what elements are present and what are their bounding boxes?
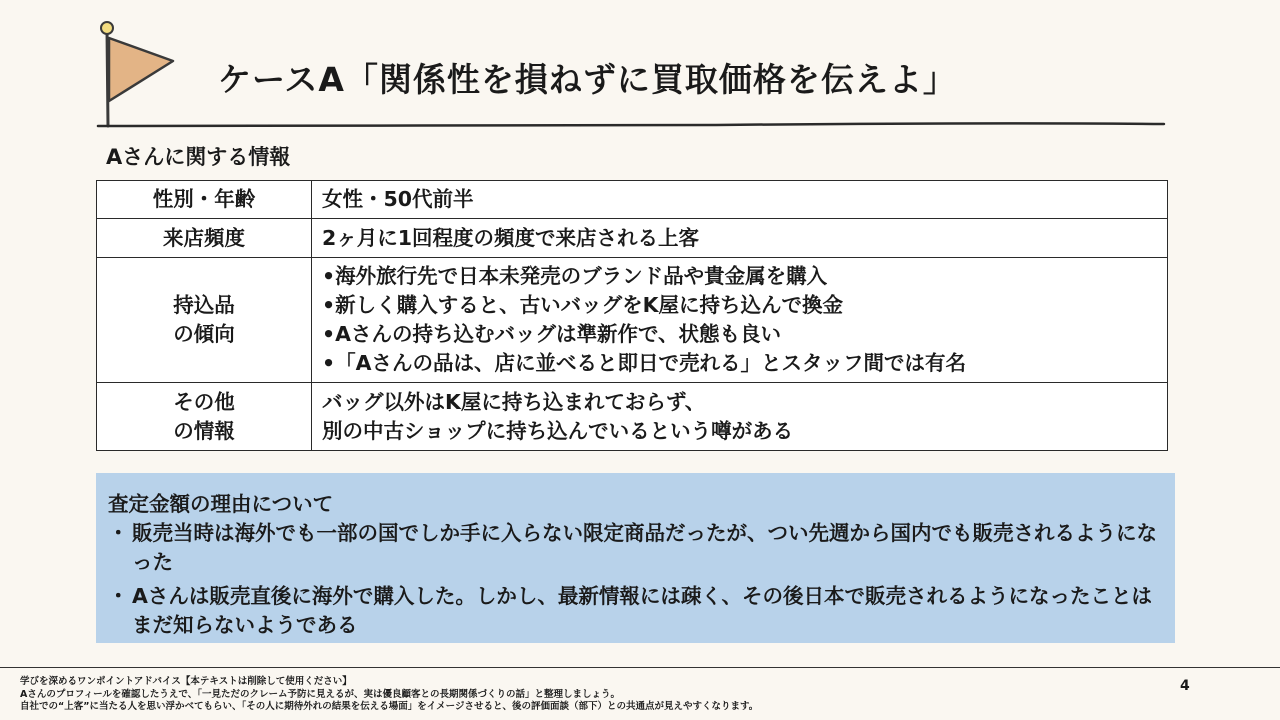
row-value xyxy=(312,181,1168,219)
reason-box xyxy=(96,473,1175,643)
row-value-line: •海外旅行先で日本未発売のブランド品や貴金属を購入 xyxy=(322,264,828,288)
note-line: 学びを深めるワンポイントアドバイス【本テキストは削除して使用ください】 xyxy=(20,676,352,687)
reason-list xyxy=(108,519,1168,645)
row-value-line: 2ヶ月に1回程度の頻度で来店される上客 xyxy=(322,225,700,250)
title-underline xyxy=(96,118,1168,132)
table-row xyxy=(97,258,1168,383)
row-label xyxy=(97,383,312,451)
row-label-line: その他 xyxy=(173,389,235,414)
row-label xyxy=(97,219,312,258)
table-row xyxy=(97,219,1168,258)
row-label-line: 来店頻度 xyxy=(163,225,245,250)
row-value-line: 別の中古ショップに持ち込んでいるという噂がある xyxy=(322,418,794,443)
info-heading: Aさんに関する情報 xyxy=(106,145,291,169)
row-label xyxy=(97,258,312,383)
bullet-icon: ・ xyxy=(108,584,129,608)
row-label-line: 性別・年齢 xyxy=(152,187,256,211)
speaker-note xyxy=(20,676,758,714)
row-value-line: •新しく購入すると、古いバッグをK屋に持ち込んで換金 xyxy=(322,293,843,317)
table-row xyxy=(97,181,1168,219)
row-label-line: の傾向 xyxy=(173,322,235,346)
row-value xyxy=(312,258,1168,383)
table-row xyxy=(97,383,1168,451)
row-label-line: の情報 xyxy=(173,418,235,443)
reason-text: 販売当時は海外でも一部の国でしか手に入らない限定商品だったが、つい先週から国内でも販売されるようになった xyxy=(132,521,1157,574)
row-label xyxy=(97,181,312,219)
footer-divider xyxy=(0,667,1280,668)
note-line: 自社での“上客”に当たる人を思い浮かべてもらい、「その人に期待外れの結果を伝える場面」をイメージさせると、後の評価面談（部下）との共通点が見えやすくなります。 xyxy=(20,701,759,712)
row-value xyxy=(312,383,1168,451)
row-value-line: •「Aさんの品は、店に並べると即日で売れる」とスタッフ間では有名 xyxy=(322,351,966,375)
profile-table xyxy=(96,180,1168,451)
reason-title: 査定金額の理由について xyxy=(108,492,334,516)
reason-text: Aさんは販売直後に海外で購入した。しかし、最新情報には疎く、その後日本で販売されるようになったことはまだ知らないようである xyxy=(132,584,1152,637)
row-label-line: 持込品 xyxy=(173,293,235,317)
page-number: 4 xyxy=(1180,678,1190,694)
row-value-line: •Aさんの持ち込むバッグは準新作で、状態も良い xyxy=(322,322,782,346)
list-item xyxy=(108,582,1168,640)
bullet-icon: ・ xyxy=(108,521,129,545)
row-value-line: バッグ以外はK屋に持ち込まれておらず、 xyxy=(322,389,706,414)
note-line: Aさんのプロフィールを確認したうえで、「一見ただのクレーム予防に見えるが、実は優良顧客との長期関係づくりの話」と整理しましょう。 xyxy=(20,688,620,700)
list-item xyxy=(108,519,1168,577)
slide-title: ケースA「関係性を損ねずに買取価格を伝えよ」 xyxy=(218,60,957,99)
row-value xyxy=(312,219,1168,258)
flag-icon xyxy=(96,18,186,130)
row-value-line: 女性・50代前半 xyxy=(322,187,474,211)
